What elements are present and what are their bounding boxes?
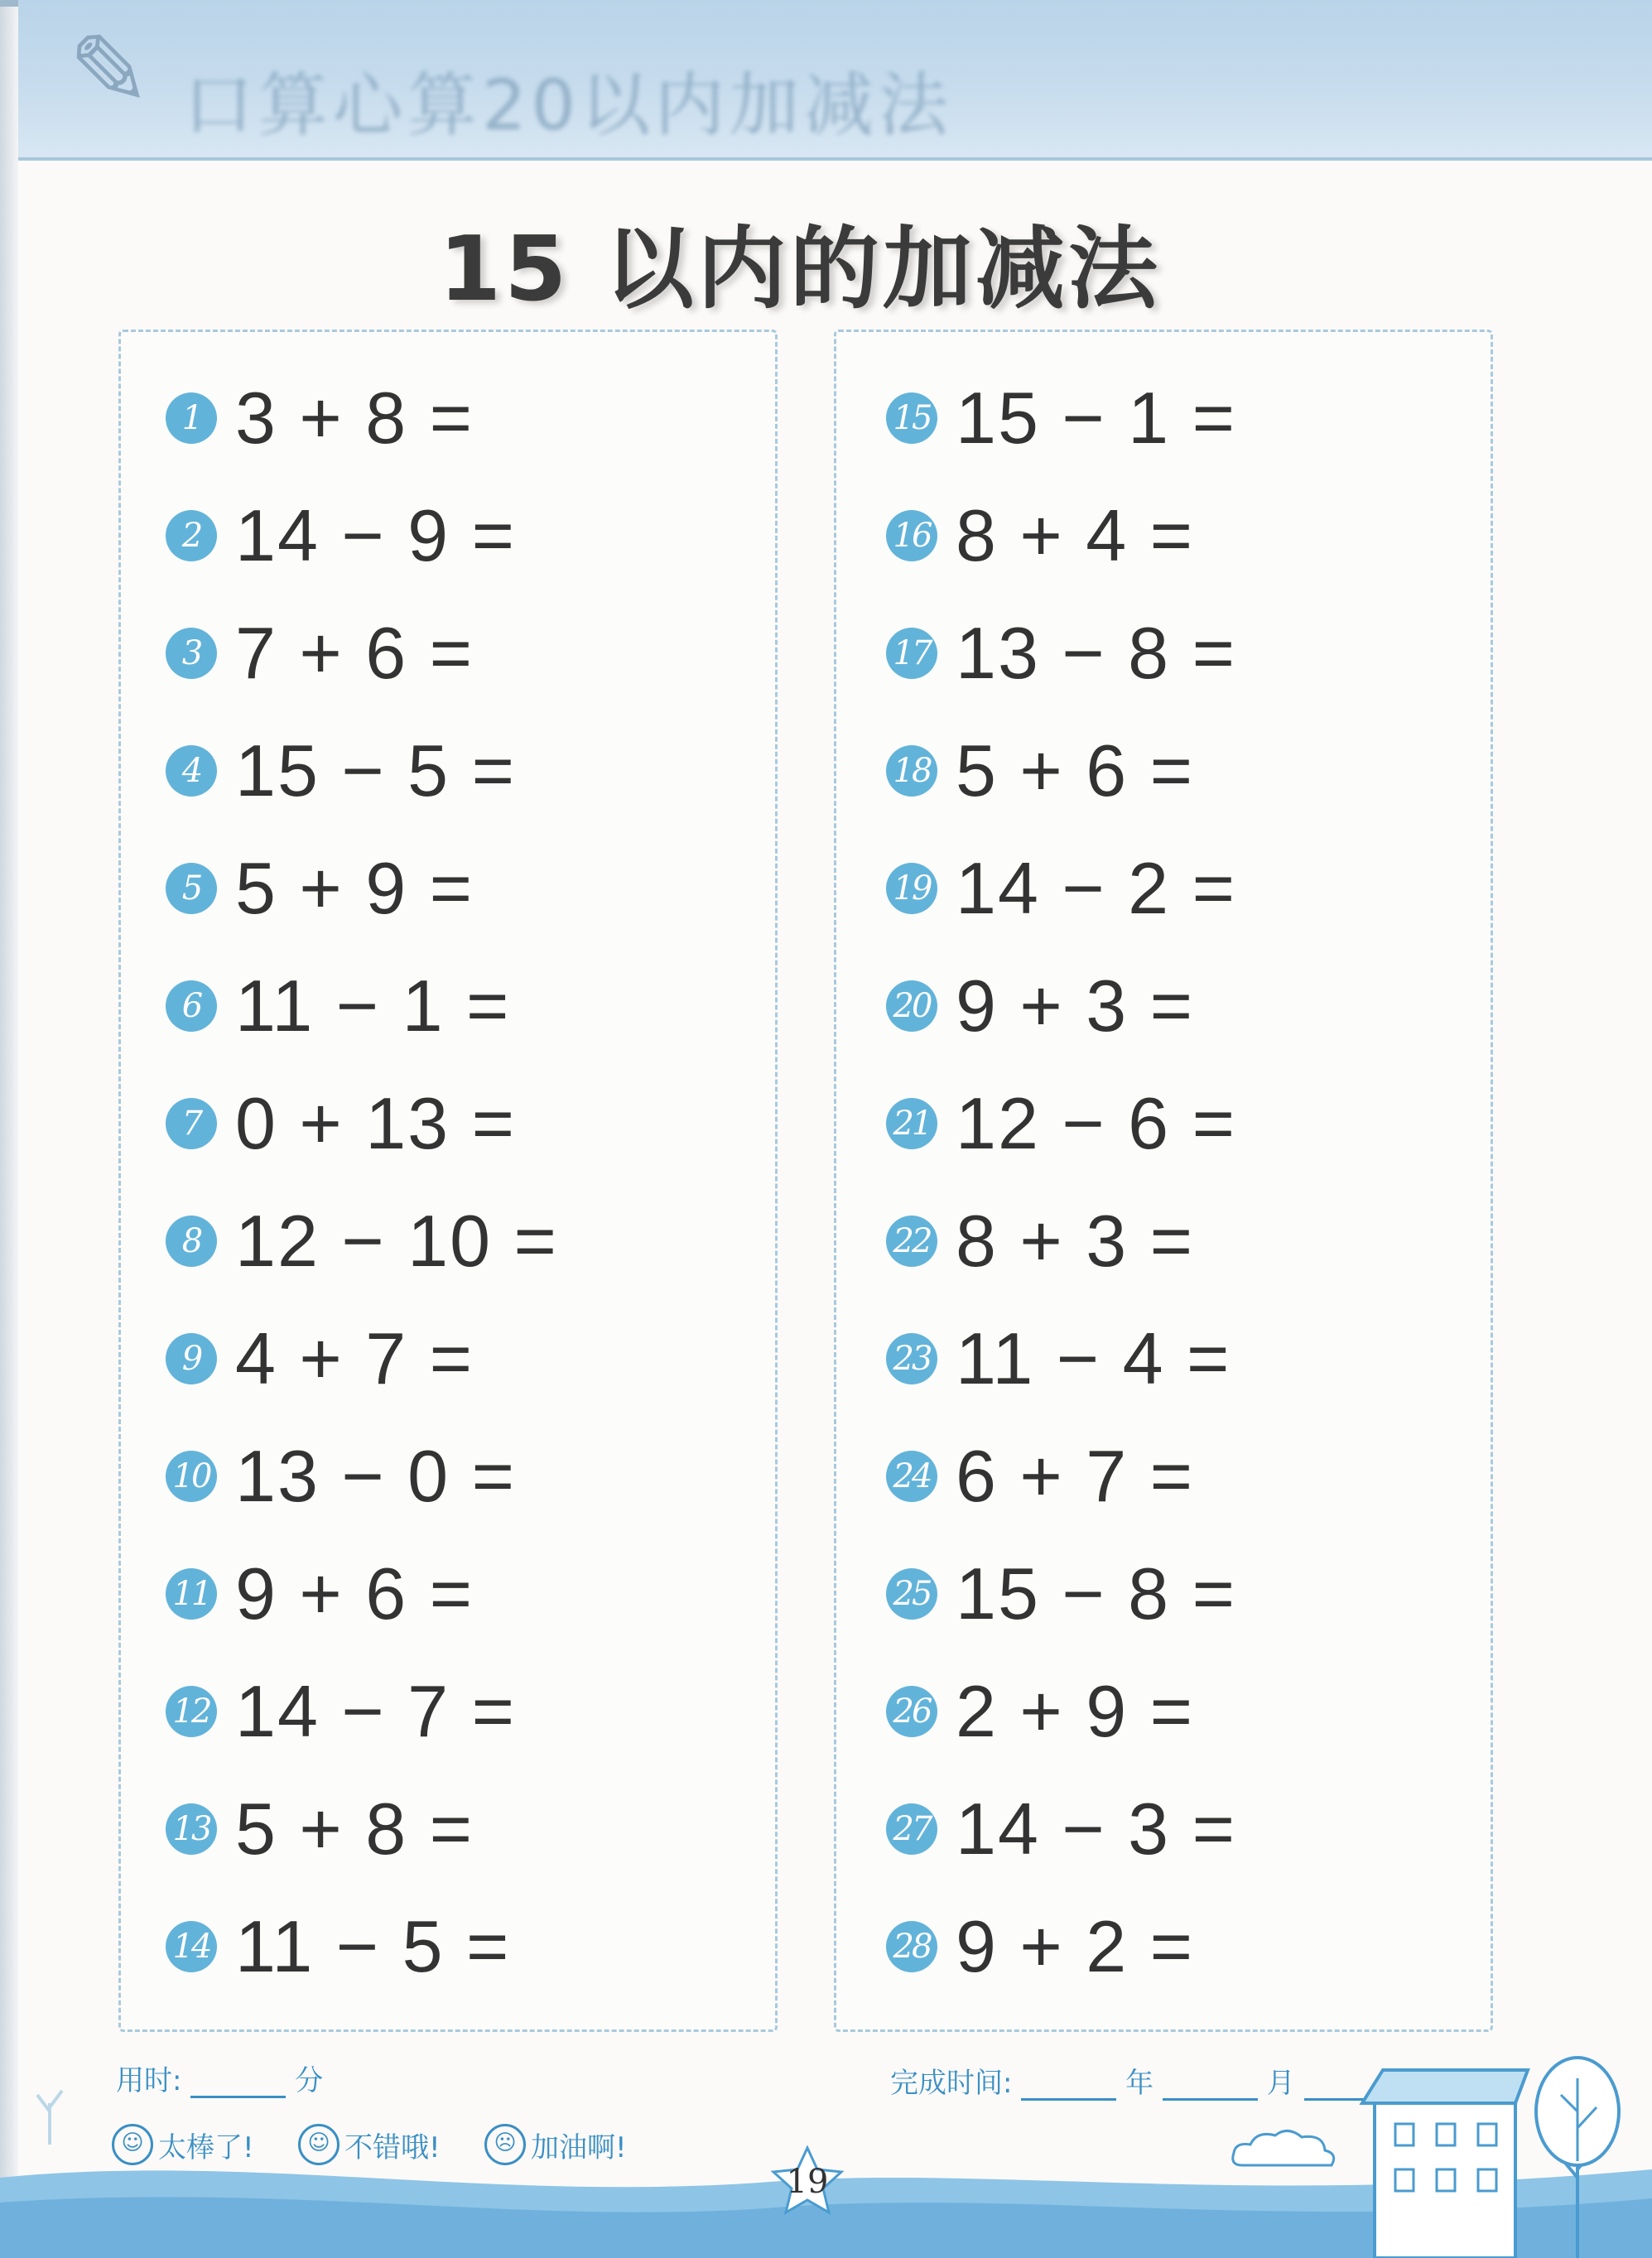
problem-item <box>166 1078 516 1169</box>
month-blank[interactable] <box>1163 2068 1258 2101</box>
neutral-face-icon: ☹ <box>484 2124 526 2165</box>
problem-number-badge: 19 <box>886 863 937 914</box>
problem-item <box>166 725 516 816</box>
problem-item <box>886 1078 1236 1169</box>
problem-number-badge: 21 <box>886 1098 937 1149</box>
problem-expression: 0 + 13 = <box>235 1082 516 1164</box>
problem-number-badge: 22 <box>886 1216 937 1267</box>
problem-expression: 15 − 1 = <box>956 377 1236 459</box>
smile-icon: ☺ <box>298 2124 340 2165</box>
problem-item <box>166 608 474 699</box>
problem-number-badge: 6 <box>166 980 217 1032</box>
problem-expression: 15 − 8 = <box>956 1553 1236 1635</box>
problem-expression: 3 + 8 = <box>235 377 474 459</box>
problem-number-badge: 3 <box>166 628 217 679</box>
rating-keep-label: 加油啊! <box>531 2130 627 2164</box>
problem-item <box>166 1196 558 1287</box>
problem-expression: 14 − 2 = <box>956 847 1236 929</box>
problem-item <box>886 1784 1236 1875</box>
problem-item <box>166 490 516 581</box>
problem-item <box>166 1666 516 1757</box>
page-title: 15 以内的加减法 <box>439 218 1161 321</box>
problem-expression: 8 + 4 = <box>956 494 1195 576</box>
rating-good-label: 不错哦! <box>344 2130 441 2164</box>
time-used-label: 用时: <box>116 2064 182 2097</box>
page-number: 19 <box>786 2163 829 2201</box>
problem-number-badge: 5 <box>166 863 217 914</box>
problem-number-badge: 24 <box>886 1451 937 1502</box>
problem-item <box>166 1784 474 1875</box>
big-smile-icon: ☺ <box>112 2124 153 2165</box>
problem-item <box>886 843 1236 934</box>
problem-expression: 11 − 5 = <box>235 1905 511 1987</box>
problem-expression: 11 − 4 = <box>956 1317 1231 1399</box>
problem-item <box>886 1313 1231 1404</box>
problem-number-badge: 9 <box>166 1333 217 1384</box>
house-icon <box>1358 2053 1631 2258</box>
time-used-unit: 分 <box>295 2064 324 2097</box>
problem-item <box>886 1666 1194 1757</box>
problem-expression: 2 + 9 = <box>956 1670 1195 1752</box>
problem-number-badge: 27 <box>886 1803 937 1855</box>
problem-item <box>886 490 1194 581</box>
year-blank[interactable] <box>1021 2068 1116 2101</box>
problem-expression: 9 + 3 = <box>956 965 1195 1047</box>
problem-number-badge: 28 <box>886 1921 937 1972</box>
problem-number-badge: 7 <box>166 1098 217 1149</box>
problem-item <box>886 1901 1194 1992</box>
problem-number-badge: 13 <box>166 1803 217 1855</box>
problem-item <box>166 1313 474 1404</box>
problem-number-badge: 8 <box>166 1216 217 1267</box>
problem-expression: 13 − 8 = <box>956 612 1236 694</box>
problem-item <box>886 373 1236 464</box>
problem-item <box>166 1431 516 1522</box>
problem-expression: 15 − 5 = <box>235 729 516 811</box>
problem-item <box>886 608 1236 699</box>
problem-number-badge: 1 <box>166 392 217 444</box>
problem-expression: 14 − 9 = <box>235 494 516 576</box>
problem-expression: 11 − 1 = <box>235 965 511 1047</box>
problem-number-badge: 16 <box>886 510 937 561</box>
problem-item <box>166 1901 510 1992</box>
problem-number-badge: 14 <box>166 1921 217 1972</box>
problem-expression: 12 − 6 = <box>956 1082 1236 1164</box>
tree-outline-icon <box>25 2070 75 2145</box>
problem-expression: 8 + 3 = <box>956 1200 1195 1282</box>
problem-panel-right <box>834 330 1493 2032</box>
problem-item <box>166 843 474 934</box>
completion-date-row <box>890 2060 1436 2101</box>
problem-item <box>886 1548 1236 1639</box>
header-band <box>18 0 1652 161</box>
problem-expression: 12 − 10 = <box>235 1200 558 1282</box>
problem-item <box>886 1431 1194 1522</box>
problem-item <box>166 1548 474 1639</box>
time-used-blank[interactable] <box>190 2066 286 2098</box>
problem-number-badge: 23 <box>886 1333 937 1384</box>
mascot-icon: ✎ <box>68 14 152 129</box>
year-label: 年 <box>1125 2067 1154 2100</box>
problem-item <box>166 373 474 464</box>
problem-number-badge: 18 <box>886 745 937 797</box>
problem-expression: 5 + 9 = <box>235 847 474 929</box>
problem-item <box>886 1196 1194 1287</box>
problem-expression: 7 + 6 = <box>235 612 474 694</box>
problem-expression: 6 + 7 = <box>956 1435 1195 1517</box>
problem-expression: 9 + 6 = <box>235 1553 474 1635</box>
problem-expression: 4 + 7 = <box>235 1317 474 1399</box>
problem-expression: 13 − 0 = <box>235 1435 516 1517</box>
problem-item <box>886 960 1194 1052</box>
problem-number-badge: 17 <box>886 628 937 679</box>
problem-number-badge: 11 <box>166 1568 217 1620</box>
month-label: 月 <box>1266 2067 1295 2100</box>
problem-expression: 9 + 2 = <box>956 1905 1195 1987</box>
problem-number-badge: 10 <box>166 1451 217 1502</box>
problem-number-badge: 2 <box>166 510 217 561</box>
problem-number-badge: 20 <box>886 980 937 1032</box>
problem-item <box>166 960 510 1052</box>
problem-expression: 5 + 8 = <box>235 1788 474 1870</box>
problem-item <box>886 725 1194 816</box>
time-used-row <box>116 2058 323 2098</box>
cloud-icon <box>1226 2124 1341 2174</box>
problem-number-badge: 15 <box>886 392 937 444</box>
problem-expression: 14 − 3 = <box>956 1788 1236 1870</box>
problem-number-badge: 26 <box>886 1686 937 1737</box>
problem-number-badge: 12 <box>166 1686 217 1737</box>
problem-number-badge: 25 <box>886 1568 937 1620</box>
series-title: 口算心算20以内加减法 <box>184 65 953 146</box>
problem-expression: 5 + 6 = <box>956 729 1195 811</box>
problem-number-badge: 4 <box>166 745 217 797</box>
problem-panel-left <box>118 330 778 2032</box>
completion-label: 完成时间: <box>890 2067 1013 2100</box>
problem-expression: 14 − 7 = <box>235 1670 516 1752</box>
scan-edge <box>0 0 18 2258</box>
rating-great-label: 太棒了! <box>158 2130 254 2164</box>
